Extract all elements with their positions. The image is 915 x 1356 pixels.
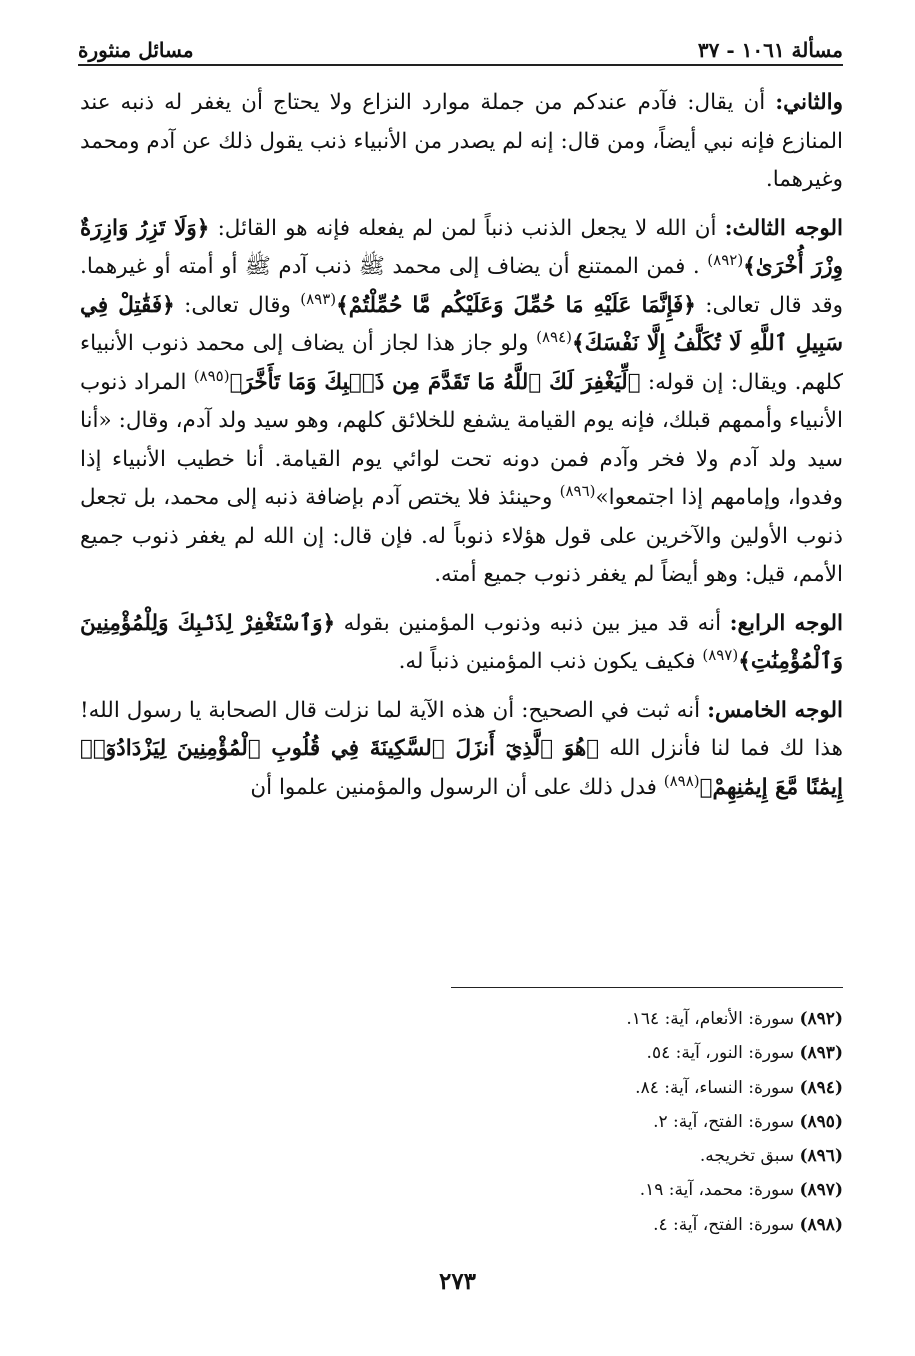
quran-verse: ﴿فَقَٰتِلْ فِي سَبِيلِ ٱللَّهِ لَا تُكَلَّفُ إِلَّا نَفْسَكَ﴾ [80,292,843,356]
footnote-text: سورة: محمد، آية: ١٩. [639,1180,795,1201]
footnote-ref: (٨٩٤) [536,327,573,346]
paragraph-text: وحينئذ فلا يختص آدم بإضافة ذنبه إلى محمد، بل تجعل ذنوب الأولين والآخرين على قول هؤلاء ذنوباً له. فإن قال: إن الله لم يغفر ذنوب جميع الأمم، قيل: وهو أيضاً لم يغفر ذنوب جميع أمته. [80,485,843,587]
footnote-ref: (٨٩٨) [663,771,700,790]
footnote-text: سبق تخريجه. [699,1146,795,1167]
paragraph-text: ولو جاز هذا لجاز أن يضاف إلى محمد ذنوب الأنبياء كلهم. ويقال: إن قوله: [80,331,843,395]
paragraph-text: أن يقال: فآدم عندكم من جملة موارد النزاع ولا يحتاج أن يغفر له ذنبه عند المنازع فإنه نبي أيضاً، ومن قال: إنه لم يصدر من الأنبياء ذنب يقول ذلك عن آدم ومحمد وغيرهما. [80,90,843,192]
footnote-text: سورة: النور، آية: ٥٤. [646,1043,795,1064]
paragraph-text: المراد ذنوب الأنبياء وأممهم قبلك، فإنه يوم القيامة يشفع للخلائق كلهم، وهو سيد ولد آدم، وقال: «أنا سيد ولد آدم ولا فخر وآدم فمن دونه تحت لوائي يوم القيامة. أنا خطيب الأنبياء إذا وفدوا، وإمامهم إذا اجتمعوا» [80,369,843,510]
footnote-ref: (٨٩٣) [300,289,337,308]
paragraph-second [80,84,843,200]
footnote-rule [451,987,843,988]
footnote-text: سورة: الأنعام، آية: ١٦٤. [626,1009,795,1029]
quran-verse: ﴿وَٱسْتَغْفِرْ لِذَنۢبِكَ وَلِلْمُؤْمِنِينَ وَٱلْمُؤْمِنَٰتِ﴾ [80,610,843,674]
footnote-number: (٨٩٤) [799,1077,843,1098]
footnote-text: سورة: الفتح، آية: ٢. [653,1111,795,1132]
quran-verse: ﴿هُوَ ٱلَّذِيٓ أَنزَلَ ٱلسَّكِينَةَ فِي قُلُوبِ ٱلْمُؤْمِنِينَ لِيَزْدَادُوٓا۟ إِيمَٰنًا مَّعَ إِيمَٰنِهِمْ﴾ [80,736,843,800]
quran-verse: ﴿وَلَا تَزِرُ وَازِرَةٌ وِزْرَ أُخْرَىٰ﴾ [80,215,844,279]
paragraph-fifth-aspect [80,692,843,808]
quran-verse: ﴿فَإِنَّمَا عَلَيْهِ مَا حُمِّلَ وَعَلَيْكُم مَّا حُمِّلْتُمْ﴾ [336,292,696,318]
paragraph-lead: الوجه الثالث: [724,215,844,241]
footnote-number: (٨٩٧) [799,1180,843,1201]
footnote-number: (٨٩٥) [799,1111,843,1132]
page-number: ٢٧٣ [438,1268,477,1295]
paragraph-lead: الوجه الخامس: [707,697,843,723]
paragraph-text: أنه قد ميز بين ذنبه وذنوب المؤمنين بقوله [343,610,722,636]
footnote-item [80,1139,843,1173]
paragraph-text: فكيف يكون ذنب المؤمنين ذنباً له. [398,649,696,674]
paragraph-lead: الوجه الرابع: [729,610,843,636]
paragraph-third-aspect [80,210,843,595]
footnote-ref: (٨٩٦) [559,481,596,500]
footnote-item [80,1071,843,1105]
header-rule [78,64,843,66]
footnote-ref: (٨٩٥) [193,366,230,385]
running-head [78,32,843,62]
footnote-number: (٨٩٦) [799,1146,843,1167]
running-head-chapter: مسألة ١٠٦١ - ٣٧ [697,38,843,62]
paragraph-lead: والثاني: [775,90,843,115]
footnote-item [80,1002,843,1036]
footnote-item [80,1105,843,1139]
paragraph-text: . فمن الممتنع أن يضاف إلى محمد ﷺ ذنب آدم ﷺ أو أمته أو غيرهما. وقد قال تعالى: [80,254,843,318]
footnote-item [80,1036,843,1070]
paragraph-fourth-aspect [80,605,843,682]
footnote-number: (٨٩٢) [799,1009,843,1029]
footnote-number: (٨٩٣) [799,1043,843,1064]
running-head-section: مسائل منثورة [78,38,194,62]
footnote-item [80,1173,843,1207]
footnotes [80,1002,843,1242]
paragraph-text: أن الله لا يجعل الذنب ذنباً لمن لم يفعله فإنه هو القائل: [217,215,717,241]
footnote-ref: (٨٩٢) [707,250,744,269]
paragraph-text: وقال تعالى: [184,292,291,318]
footnote-number: (٨٩٨) [799,1214,843,1235]
quran-verse: ﴿لِّيَغْفِرَ لَكَ ٱللَّهُ مَا تَقَدَّمَ مِن ذَنۢبِكَ وَمَا تَأَخَّرَ﴾ [229,369,641,395]
footnote-item [80,1208,843,1242]
paragraph-text: أنه ثبت في الصحيح: أن هذه الآية لما نزلت قال الصحابة يا رسول الله! هذا لك فما لنا فأنزل الله [80,697,843,761]
footnote-ref: (٨٩٧) [702,645,739,664]
main-text [80,84,843,807]
footnote-text: سورة: الفتح، آية: ٤. [653,1214,795,1235]
paragraph-text: فدل ذلك على أن الرسول والمؤمنين علموا أن [250,774,657,800]
footnote-text: سورة: النساء، آية: ٨٤. [635,1077,795,1098]
